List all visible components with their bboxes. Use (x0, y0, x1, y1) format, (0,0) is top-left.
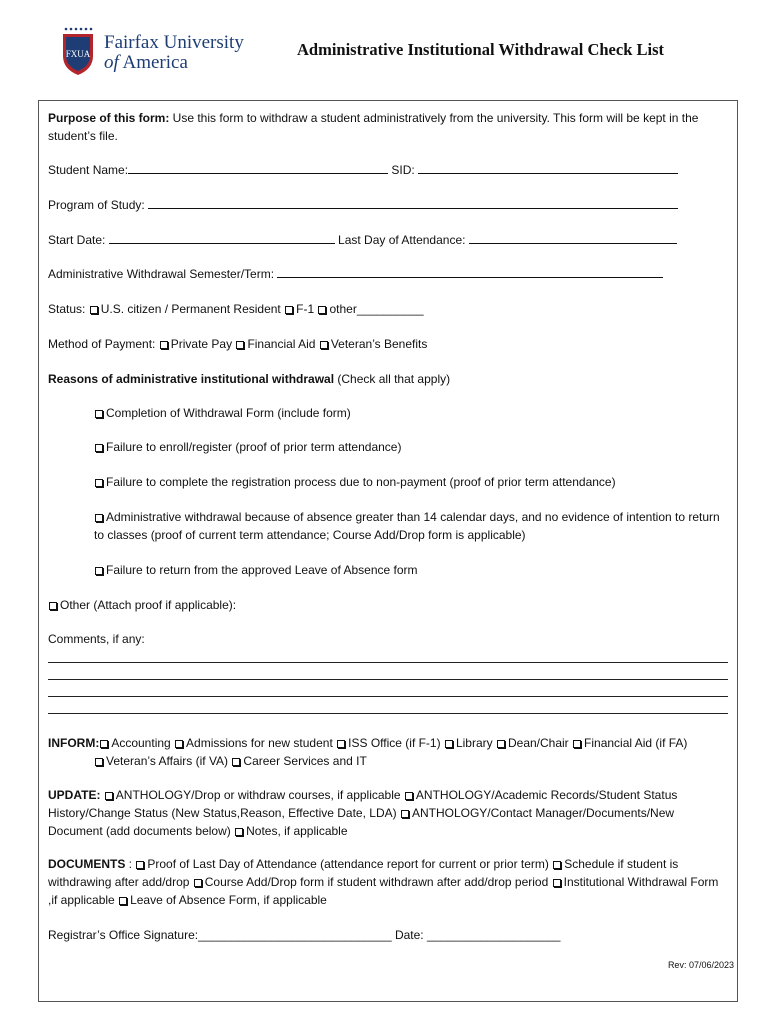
program-label: Program of Study: (48, 198, 149, 212)
signature-row (48, 926, 560, 944)
checkbox-veterans-benefits[interactable] (320, 341, 328, 349)
checkbox-doc-proof-last-day[interactable] (136, 861, 144, 869)
student-name-row (48, 161, 678, 179)
university-logo (60, 26, 260, 82)
start-date-label: Start Date: (48, 233, 109, 247)
comment-line[interactable] (48, 662, 728, 663)
inform-row: INFORM: Accounting Admissions for new student ISS Office (if F-1) Library Dean/Chair Financial Aid (if FA) (48, 736, 688, 750)
checkbox-inform-admissions[interactable] (175, 740, 183, 748)
seal-text: FXUA (65, 49, 91, 59)
last-day-field[interactable] (469, 231, 677, 244)
checkbox-update-contact-manager[interactable] (401, 810, 409, 818)
reason-item: Failure to enroll/register (proof of prior term attendance) (94, 438, 401, 456)
status-label: Status: (48, 302, 89, 316)
revision-date: Rev: 07/06/2023 (667, 960, 734, 970)
university-seal-icon (60, 26, 96, 76)
payment-label: Method of Payment: (48, 337, 159, 351)
checkbox-update-academic-records[interactable] (405, 792, 413, 800)
checkbox-status-other[interactable] (318, 306, 326, 314)
semester-field[interactable] (277, 265, 663, 278)
date-field[interactable]: ____________________ (426, 928, 561, 942)
signature-field[interactable]: _____________________________ (198, 928, 392, 942)
semester-row (48, 265, 663, 283)
checkbox-inform-career-services[interactable] (232, 758, 240, 766)
payment-row: Method of Payment: Private Pay Financial Aid Veteran’s Benefits (48, 337, 428, 351)
start-date-field[interactable] (109, 231, 335, 244)
checkbox-inform-financial-aid[interactable] (573, 740, 581, 748)
status-row: Status: U.S. citizen / Permanent Resident F-1 other__________ (48, 302, 424, 316)
document-title: Administrative Institutional Withdrawal Check List (297, 40, 665, 59)
checkbox-inform-dean-chair[interactable] (497, 740, 505, 748)
reason-item: Completion of Withdrawal Form (include form) (94, 404, 351, 422)
checkbox-reason-failure-enroll[interactable] (95, 444, 103, 452)
checkbox-private-pay[interactable] (160, 341, 168, 349)
reasons-heading: Reasons of administrative institutional withdrawal (Check all that apply) (48, 372, 451, 386)
purpose-statement: Purpose of this form: Use this form to withdraw a student administratively from the university. This form will be kept in the student’s file. (48, 111, 699, 143)
comments-label: Comments, if any: (48, 632, 145, 646)
student-name-field[interactable] (128, 161, 388, 174)
last-day-label: Last Day of Attendance: (334, 233, 469, 247)
checkbox-status-f1[interactable] (285, 306, 293, 314)
reason-item: Failure to complete the registration process due to non-payment (proof of prior term attendance) (94, 473, 616, 491)
checkbox-reason-absence[interactable] (95, 514, 103, 522)
checkbox-inform-iss-office[interactable] (337, 740, 345, 748)
checkbox-doc-leave-of-absence[interactable] (119, 897, 127, 905)
checkbox-doc-add-drop-form[interactable] (194, 879, 202, 887)
reason-item: Failure to return from the approved Leave of Absence form (94, 561, 418, 579)
checkbox-financial-aid[interactable] (236, 341, 244, 349)
university-name: Fairfax University (104, 32, 244, 53)
checkbox-reason-other[interactable] (49, 602, 57, 610)
checkbox-inform-library[interactable] (445, 740, 453, 748)
checkbox-inform-accounting[interactable] (100, 740, 108, 748)
checkbox-inform-veterans-affairs[interactable] (95, 758, 103, 766)
checkbox-status-citizen[interactable] (90, 306, 98, 314)
sid-label: SID: (388, 163, 419, 177)
checkbox-update-drop-courses[interactable] (105, 792, 113, 800)
date-label: Date: (391, 928, 427, 942)
checkbox-reason-non-payment[interactable] (95, 479, 103, 487)
page-header (0, 0, 770, 100)
checkbox-doc-withdrawal-form[interactable] (553, 879, 561, 887)
semester-label: Administrative Withdrawal Semester/Term: (48, 267, 278, 281)
checkbox-update-notes[interactable] (235, 828, 243, 836)
checkbox-reason-leave-of-absence[interactable] (95, 567, 103, 575)
program-row (48, 196, 678, 214)
university-name-line2: of America (104, 52, 188, 73)
checkbox-doc-schedule[interactable] (553, 861, 561, 869)
documents-row: DOCUMENTS : Proof of Last Day of Attendance (attendance report for current or prior term) Schedule if student is withdrawing after add/drop Course Add/Drop form if student withdrawn after add/drop period Institutional Withdrawal Form ,if applicable Leave of Absence Form, if applicable (48, 857, 719, 907)
dates-row (48, 231, 677, 249)
program-field[interactable] (148, 196, 678, 209)
reason-item: Administrative withdrawal because of absence greater than 14 calendar days, and no evidence of intention to return to classes (proof of current term attendance; Course Add/Drop form is applicable) (94, 510, 720, 542)
checkbox-reason-withdrawal-form[interactable] (95, 410, 103, 418)
comment-line[interactable] (48, 713, 728, 714)
reason-other: Other (Attach proof if applicable): (48, 596, 236, 614)
update-row: UPDATE: ANTHOLOGY/Drop or withdraw courses, if applicable ANTHOLOGY/Academic Records/Student Status History/Change Status (New Status,Reason, Effective Date, LDA) ANTHOLOGY/Contact Manager/Documents/New Document (add documents below) Notes, if applicable (48, 788, 678, 838)
student-name-label: Student Name: (48, 163, 129, 177)
signature-label: Registrar’s Office Signature: (48, 928, 199, 942)
comment-line[interactable] (48, 696, 728, 697)
sid-field[interactable] (418, 161, 678, 174)
inform-row-cont: Veteran’s Affairs (if VA) Career Services and IT (94, 752, 367, 770)
comment-line[interactable] (48, 679, 728, 680)
